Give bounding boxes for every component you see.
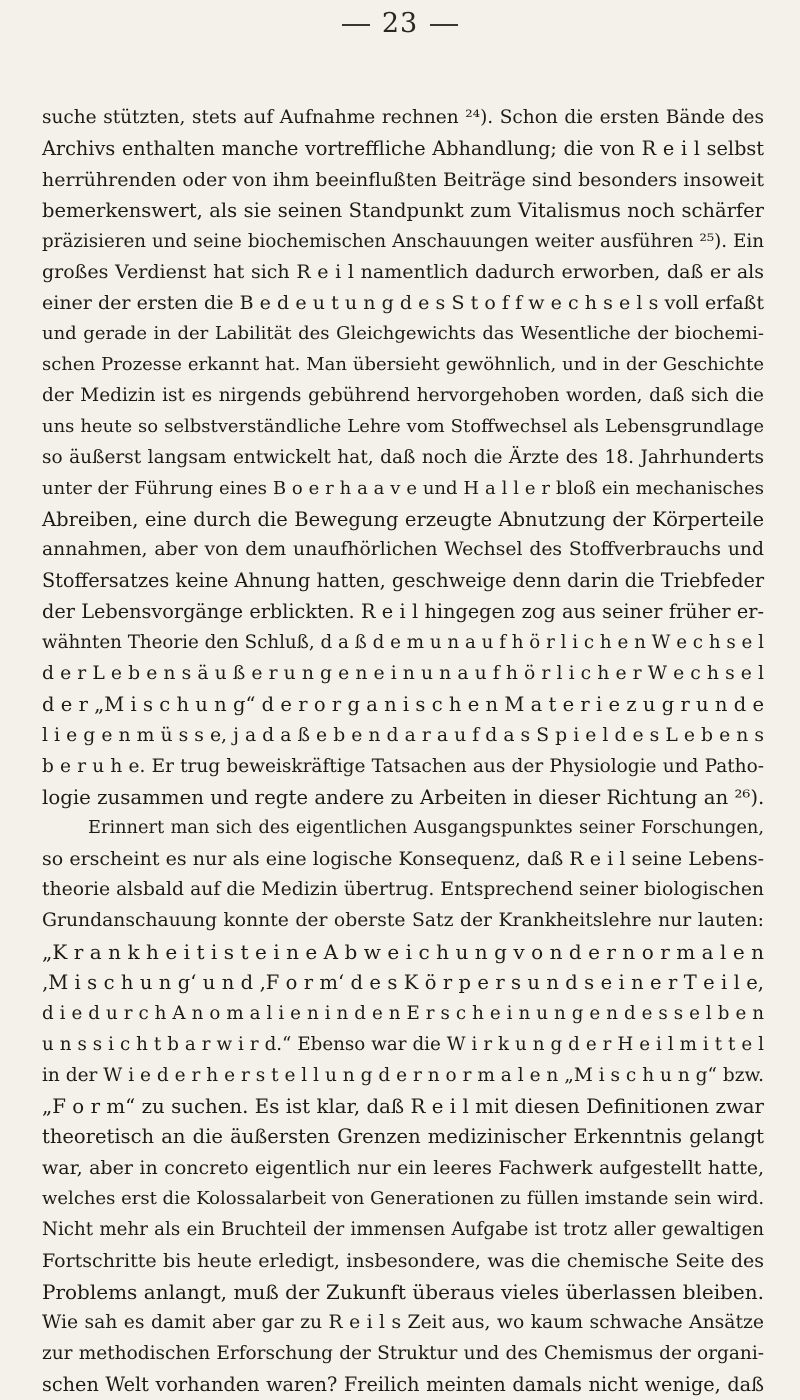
text-line: d e r L e b e n s ä u ß e r u n g e n e i n u n a u f h ö r l i c h e r W e c h s e l <box>42 663 764 685</box>
text-line: Archivs enthalten manche vortreffliche Abhandlung; die von R e i l selbst <box>42 136 764 160</box>
text-line: Fortschritte bis heute erledigt, insbesondere, was die chemische Seite des <box>42 1249 764 1272</box>
text-line: zur methodischen Erforschung der Struktur und des Chemismus der organi- <box>42 1342 764 1364</box>
text-line: Wie sah es damit aber gar zu R e i l s Zeit aus, wo kaum schwache Ansätze <box>42 1311 764 1333</box>
text-line: Abreiben, eine durch die Bewegung erzeugte Abnutzung der Körperteile <box>42 507 764 531</box>
text-line: ‚M i s c h u n g‘ u n d ‚F o r m‘ d e s K ö r p e r s u n d s e i n e r T e i l e, <box>42 970 764 994</box>
text-line: schen Prozesse erkannt hat. Man übersieht gewöhnlich, und in der Geschichte <box>42 354 764 376</box>
body-text <box>42 103 764 1400</box>
text-line: wähnten Theorie den Schluß, d a ß d e m u n a u f h ö r l i c h e n W e c h s e l <box>42 632 764 654</box>
text-line: der Medizin ist es nirgends gebührend hervorgehoben worden, daß sich die <box>42 385 764 407</box>
text-line: präzisieren und seine biochemischen Anschauungen weiter ausführen ²⁵). Ein <box>42 230 764 252</box>
page-number-dash-left <box>342 24 370 26</box>
text-line: „F o r m“ zu suchen. Es ist klar, daß R e i l mit diesen Definitionen zwar <box>42 1094 764 1118</box>
text-line: b e r u h e. Er trug beweiskräftige Tatsachen aus der Physiologie und Patho- <box>42 755 764 777</box>
text-line: uns heute so selbstverständliche Lehre vom Stoffwechsel als Lebensgrundlage <box>42 415 764 437</box>
text-line: der Lebensvorgänge erblickten. R e i l hingegen zog aus seiner früher er- <box>42 600 764 624</box>
text-line: bemerkenswert, als sie seinen Standpunkt zum Vitalismus noch schärfer <box>42 198 764 222</box>
page-number-value: 23 <box>381 8 419 39</box>
text-line: theorie alsbald auf die Medizin übertrug. Entsprechend seiner biologischen <box>42 879 764 901</box>
text-line: Problems anlangt, muß der Zukunft überaus vieles überlassen bleiben. <box>42 1279 764 1304</box>
text-line: u n s s i c h t b a r w i r d.“ Ebenso war die W i r k u n g d e r H e i l m i t t e l <box>42 1033 764 1055</box>
text-line: welches erst die Kolossalarbeit von Generationen zu füllen imstande sein wird. <box>42 1188 765 1210</box>
text-line: suche stützten, stets auf Aufnahme rechnen ²⁴). Schon die ersten Bände des <box>42 107 764 128</box>
text-line: war, aber in concreto eigentlich nur ein leeres Fachwerk aufgestellt hatte, <box>42 1157 764 1180</box>
text-line: Stoffersatzes keine Ahnung hatten, geschweige denn darin die Triebfeder <box>42 569 765 593</box>
paragraph-end-line: logie zusammen und regte andere zu Arbeiten in dieser Richtung an ²⁶). <box>42 785 765 809</box>
text-line: schen Welt vorhanden waren? Freilich meinten damals nicht wenige, daß <box>42 1372 764 1396</box>
text-line: einer der ersten die B e d e u t u n g d e s S t o f f w e c h s e l s voll erfaßt <box>42 292 764 315</box>
text-line: unter der Führung eines B o e r h a a v e und H a l l e r bloß ein mechanisches <box>42 477 764 499</box>
paragraph-start-line: Erinnert man sich des eigentlichen Ausgangspunktes seiner Forschungen, <box>88 818 764 839</box>
text-line: d e r „M i s c h u n g“ d e r o r g a n i s c h e n M a t e r i e z u g r u n d e <box>42 692 764 716</box>
page-number <box>0 10 800 37</box>
text-line: „K r a n k h e i t i s t e i n e A b w e i c h u n g v o n d e r n o r m a l e n <box>42 940 764 965</box>
text-line: theoretisch an die äußersten Grenzen medizinischer Erkenntnis gelangt <box>42 1125 764 1149</box>
text-line: so äußerst langsam entwickelt hat, daß noch die Ärzte des 18. Jahrhunderts <box>42 446 764 468</box>
text-line: herrührenden oder von ihm beeinflußten Beiträge sind besonders insoweit <box>42 168 764 191</box>
text-line: so erscheint es nur als eine logische Konsequenz, daß R e i l seine Lebens- <box>42 848 764 871</box>
text-line: in der W i e d e r h e r s t e l l u n g d e r n o r m a l e n „M i s c h u n g“ bzw. <box>42 1064 764 1086</box>
text-line: annahmen, aber von dem unaufhörlichen Wechsel des Stoffverbrauchs und <box>42 539 764 561</box>
text-line: großes Verdienst hat sich R e i l namentlich dadurch erworben, daß er als <box>42 261 764 284</box>
text-line: und gerade in der Labilität des Gleichgewichts das Wesentliche der biochemi- <box>42 323 764 345</box>
text-line: d i e d u r c h A n o m a l i e n i n d e n E r s c h e i n u n g e n d e s s e l b e n <box>42 1002 764 1024</box>
text-line: Grundanschauung konnte der oberste Satz der Krankheitslehre nur lauten: <box>42 910 764 932</box>
text-line: Nicht mehr als ein Bruchteil der immensen Aufgabe ist trotz aller gewaltigen <box>42 1219 764 1241</box>
text-line: l i e g e n m ü s s e, j a d a ß e b e n d a r a u f d a s S p i e l d e s L e b e n s <box>42 724 764 746</box>
page-number-dash-right <box>430 24 458 26</box>
